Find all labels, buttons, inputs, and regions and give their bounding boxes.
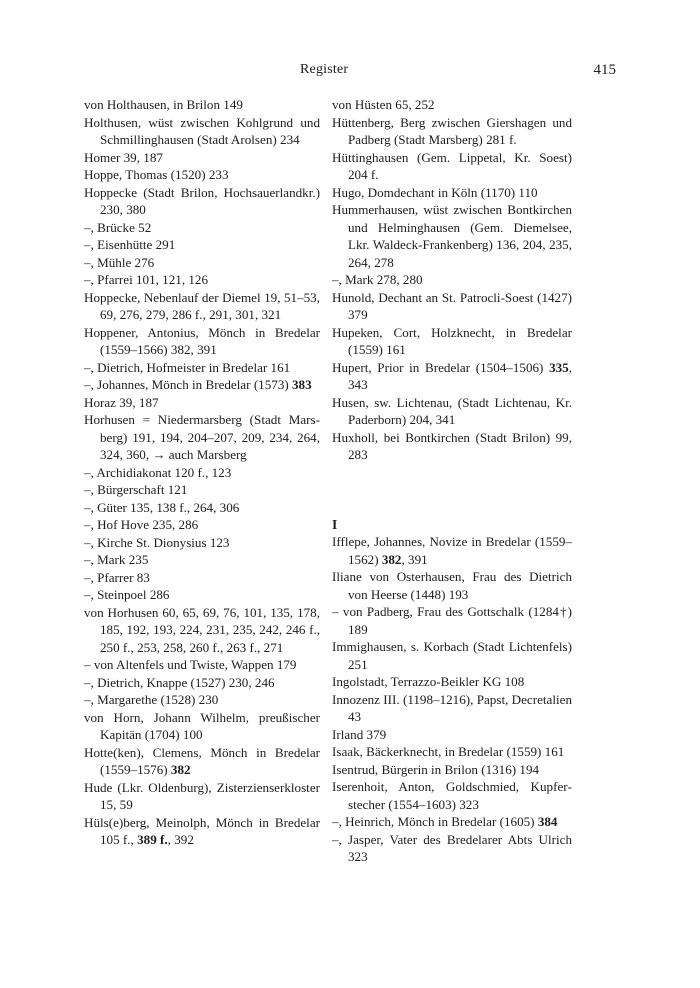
index-entry bbox=[332, 726, 572, 744]
index-entry-text: von Hüsten 65, 252 bbox=[332, 97, 435, 112]
index-entry bbox=[84, 779, 320, 814]
index-entry bbox=[84, 744, 320, 779]
index-entry bbox=[84, 411, 320, 464]
index-entry bbox=[332, 96, 572, 114]
index-entry-text: –, Pfarrei 101, 121, 126 bbox=[84, 272, 209, 287]
index-entry-text: –, Margarethe (1528) 230 bbox=[84, 692, 219, 707]
index-entry bbox=[332, 743, 572, 761]
index-entry-text: Hoppecke, Nebenlauf der Diemel 19, 51–53, 69, 276, 279, 286 f., 291, 301, 321 bbox=[84, 289, 320, 322]
index-entry bbox=[84, 551, 320, 569]
index-entry bbox=[332, 568, 572, 603]
index-entry bbox=[84, 674, 320, 692]
index-entry bbox=[84, 184, 320, 219]
index-entry bbox=[332, 831, 572, 866]
index-entry-text: Hupeken, Cort, Holzknecht, in Bredelar (1559) 161 bbox=[332, 324, 572, 357]
index-entry-text: –, Bürgerschaft 121 bbox=[84, 482, 188, 497]
index-entry-text: Immighausen, s. Korbach (Stadt Lichtenfels) 251 bbox=[332, 639, 572, 672]
index-entry-text: Hüttenberg, Berg zwischen Giershagen und Padberg (Stadt Marsberg) 281 f. bbox=[332, 114, 572, 147]
index-entry bbox=[84, 586, 320, 604]
index-entry-text: –, Heinrich, Mönch in Bredelar (1605) bbox=[332, 814, 538, 829]
index-entry-text: Hude (Lkr. Oldenburg), Zisterzienserkloster 15, 59 bbox=[84, 779, 320, 812]
index-entry-text: –, Jasper, Vater des Bredelarer Abts Ulrich 323 bbox=[332, 831, 572, 864]
index-entry-text: Hunold, Dechant an St. Patrocli-Soest (1427) 379 bbox=[332, 289, 572, 322]
index-entry-text: Hüls(e)berg, Meinolph, Mönch in Bredelar 105 f., bbox=[84, 814, 320, 847]
index-entry-text: Hummerhausen, wüst zwischen Bontkirchen und Helminghausen (Gem. Diemelsee, Lkr. Waldeck-Frankenberg) 136, 204, 235, 264, 278 bbox=[332, 202, 572, 270]
index-entry bbox=[84, 516, 320, 534]
index-entry bbox=[84, 254, 320, 272]
index-entry-text: –, Pfarrer 83 bbox=[84, 569, 150, 585]
index-entry bbox=[84, 656, 320, 674]
index-entry-bold-page: 382 bbox=[381, 551, 402, 567]
index-entry-text: Isentrud, Bürgerin in Brilon (1316) 194 bbox=[332, 761, 540, 777]
index-entry-text: Innozenz III. (1198–1216), Papst, Decretalien 43 bbox=[332, 691, 572, 724]
index-entry-bold-page: 389 f. bbox=[137, 832, 168, 847]
index-entries-h-continued bbox=[332, 96, 572, 464]
index-entry-text: von Horn, Johann Wilhelm, preußischer Kapitän (1704) 100 bbox=[84, 709, 320, 742]
index-entry bbox=[332, 603, 572, 638]
index-entry-text: –, Hof Hove 235, 286 bbox=[84, 517, 199, 532]
section-spacer bbox=[332, 464, 572, 516]
index-entry bbox=[332, 638, 572, 673]
index-column-right bbox=[332, 96, 572, 866]
index-entry-text: –, Archidiakonat 120 f., 123 bbox=[84, 464, 232, 480]
index-entry bbox=[84, 271, 320, 289]
index-entry bbox=[84, 814, 320, 849]
index-entry bbox=[84, 481, 320, 499]
index-entry bbox=[332, 533, 572, 568]
index-entry-text: von Holthausen, in Brilon 149 bbox=[84, 97, 243, 112]
index-entry-bold-page: 335 bbox=[549, 359, 569, 375]
index-entry bbox=[84, 464, 320, 482]
index-entry bbox=[332, 429, 572, 464]
index-entry-text: –, Steinpoel 286 bbox=[84, 587, 170, 602]
index-entry bbox=[332, 778, 572, 813]
index-entry-text: –, Kirche St. Dionysius 123 bbox=[84, 534, 230, 550]
index-entry bbox=[332, 114, 572, 149]
index-entry bbox=[332, 673, 572, 691]
index-entry-text: –, Brücke 52 bbox=[84, 219, 152, 235]
index-entry-bold-page: 382 bbox=[170, 762, 191, 777]
index-entry bbox=[332, 271, 572, 289]
index-entry-text: Hoppener, Antonius, Mönch in Bredelar (1559–1566) 382, 391 bbox=[84, 324, 320, 357]
index-entry bbox=[84, 236, 320, 254]
index-entry-text: Holthusen, wüst zwischen Kohlgrund und Schmillinghausen (Stadt Arolsen) 234 bbox=[84, 114, 320, 147]
index-entry-text: Iliane von Osterhausen, Frau des Dietrich von Heerse (1448) 193 bbox=[332, 569, 572, 602]
index-entry-text: –, Dietrich, Knappe (1527) 230, 246 bbox=[84, 674, 275, 690]
index-entry-text: Iserenhoit, Anton, Goldschmied, Kupferstecher (1554–1603) 323 bbox=[332, 779, 572, 812]
index-entry bbox=[84, 691, 320, 709]
index-entry-text: –, Mark 278, 280 bbox=[332, 272, 423, 287]
index-entry-text: – von Padberg, Frau des Gottschalk (1284†) 189 bbox=[332, 604, 572, 637]
index-entry-text: –, Mühle 276 bbox=[84, 254, 155, 270]
index-entry bbox=[84, 534, 320, 552]
index-entries-i bbox=[332, 533, 572, 866]
index-entry-text: Ingolstadt, Terrazzo-Beikler KG 108 bbox=[332, 674, 525, 689]
index-entry-text: Ifflepe, Johannes, Novize in Bredelar (1559–1562) bbox=[332, 534, 572, 567]
index-entry-text: Hotte(ken), Clemens, Mönch in Bredelar (1559–1576) bbox=[84, 744, 320, 777]
index-entry bbox=[84, 166, 320, 184]
index-entry bbox=[332, 324, 572, 359]
index-entry-text: Irland 379 bbox=[332, 726, 387, 742]
index-entry bbox=[84, 114, 320, 149]
index-entry bbox=[84, 219, 320, 237]
index-entry bbox=[84, 359, 320, 377]
index-entry-text: Homer 39, 187 bbox=[84, 149, 163, 165]
index-entry bbox=[84, 96, 320, 114]
index-entry bbox=[332, 359, 572, 394]
index-entry-text: Hupert, Prior in Bredelar (1504–1506) bbox=[332, 359, 550, 375]
page-number: 415 bbox=[593, 62, 616, 78]
index-entry bbox=[84, 499, 320, 517]
index-entry-text: , 343 bbox=[348, 359, 572, 392]
index-entry-text: Hugo, Domdechant in Köln (1170) 110 bbox=[332, 184, 538, 200]
index-entry-text: Husen, sw. Lichtenau, (Stadt Lichtenau, Kr. Paderborn) 204, 341 bbox=[332, 394, 572, 427]
index-entry bbox=[332, 289, 572, 324]
index-entry bbox=[332, 813, 572, 831]
index-entry-text: –, Dietrich, Hofmeister in Bredelar 161 bbox=[84, 359, 291, 375]
section-letter-heading: I bbox=[332, 516, 338, 532]
index-entry-text: Hoppe, Thomas (1520) 233 bbox=[84, 167, 229, 182]
index-entry-text: –, Johannes, Mönch in Bredelar (1573) bbox=[84, 377, 292, 392]
index-entry bbox=[332, 149, 572, 184]
index-entry bbox=[332, 761, 572, 779]
index-entry-text: Horaz 39, 187 bbox=[84, 394, 159, 410]
index-entry-text: –, Mark 235 bbox=[84, 552, 149, 567]
index-column-left bbox=[84, 96, 320, 849]
index-entry-text: –, Eisenhütte 291 bbox=[84, 237, 176, 252]
index-entry-text: –, Güter 135, 138 f., 264, 306 bbox=[84, 499, 240, 515]
index-entry bbox=[332, 201, 572, 271]
index-entry-text: Horhusen = Niedermarsberg (Stadt Marsberg) 191, 194, 204–207, 209, 234, 264, 324, 360, → auch Marsberg bbox=[84, 412, 320, 462]
index-entry-text: Huxholl, bei Bontkirchen (Stadt Brilon) 99, 283 bbox=[332, 429, 572, 462]
index-entry-bold-page: 383 bbox=[292, 377, 312, 392]
index-entry-text: Hoppecke (Stadt Brilon, Hochsauerlandkr.) 230, 380 bbox=[84, 184, 320, 217]
index-entry bbox=[332, 184, 572, 202]
index-entry bbox=[332, 394, 572, 429]
index-entry bbox=[84, 569, 320, 587]
index-entry-text: Hüttinghausen (Gem. Lippetal, Kr. Soest) 204 f. bbox=[332, 149, 572, 182]
running-head-title: Register bbox=[300, 62, 349, 77]
index-entry bbox=[84, 149, 320, 167]
index-entry-text: , 392 bbox=[167, 832, 194, 847]
index-entry-text: – von Altenfels und Twiste, Wappen 179 bbox=[84, 657, 297, 672]
index-entry bbox=[84, 394, 320, 412]
index-entry bbox=[84, 289, 320, 324]
index-entry bbox=[84, 709, 320, 744]
index-entry bbox=[84, 604, 320, 657]
index-entry-text: Isaak, Bäckerknecht, in Bredelar (1559) 161 bbox=[332, 744, 565, 759]
index-entry-text: von Horhusen 60, 65, 69, 76, 101, 135, 178, 185, 192, 193, 224, 231, 235, 242, 246 f., 250 f., 253, 258, 260 f., 263 f., 271 bbox=[84, 604, 320, 655]
index-entry bbox=[84, 376, 320, 394]
index-entry-bold-page: 384 bbox=[537, 814, 558, 829]
index-entry bbox=[84, 324, 320, 359]
index-entry-text: , 391 bbox=[401, 551, 428, 567]
index-entry bbox=[332, 691, 572, 726]
